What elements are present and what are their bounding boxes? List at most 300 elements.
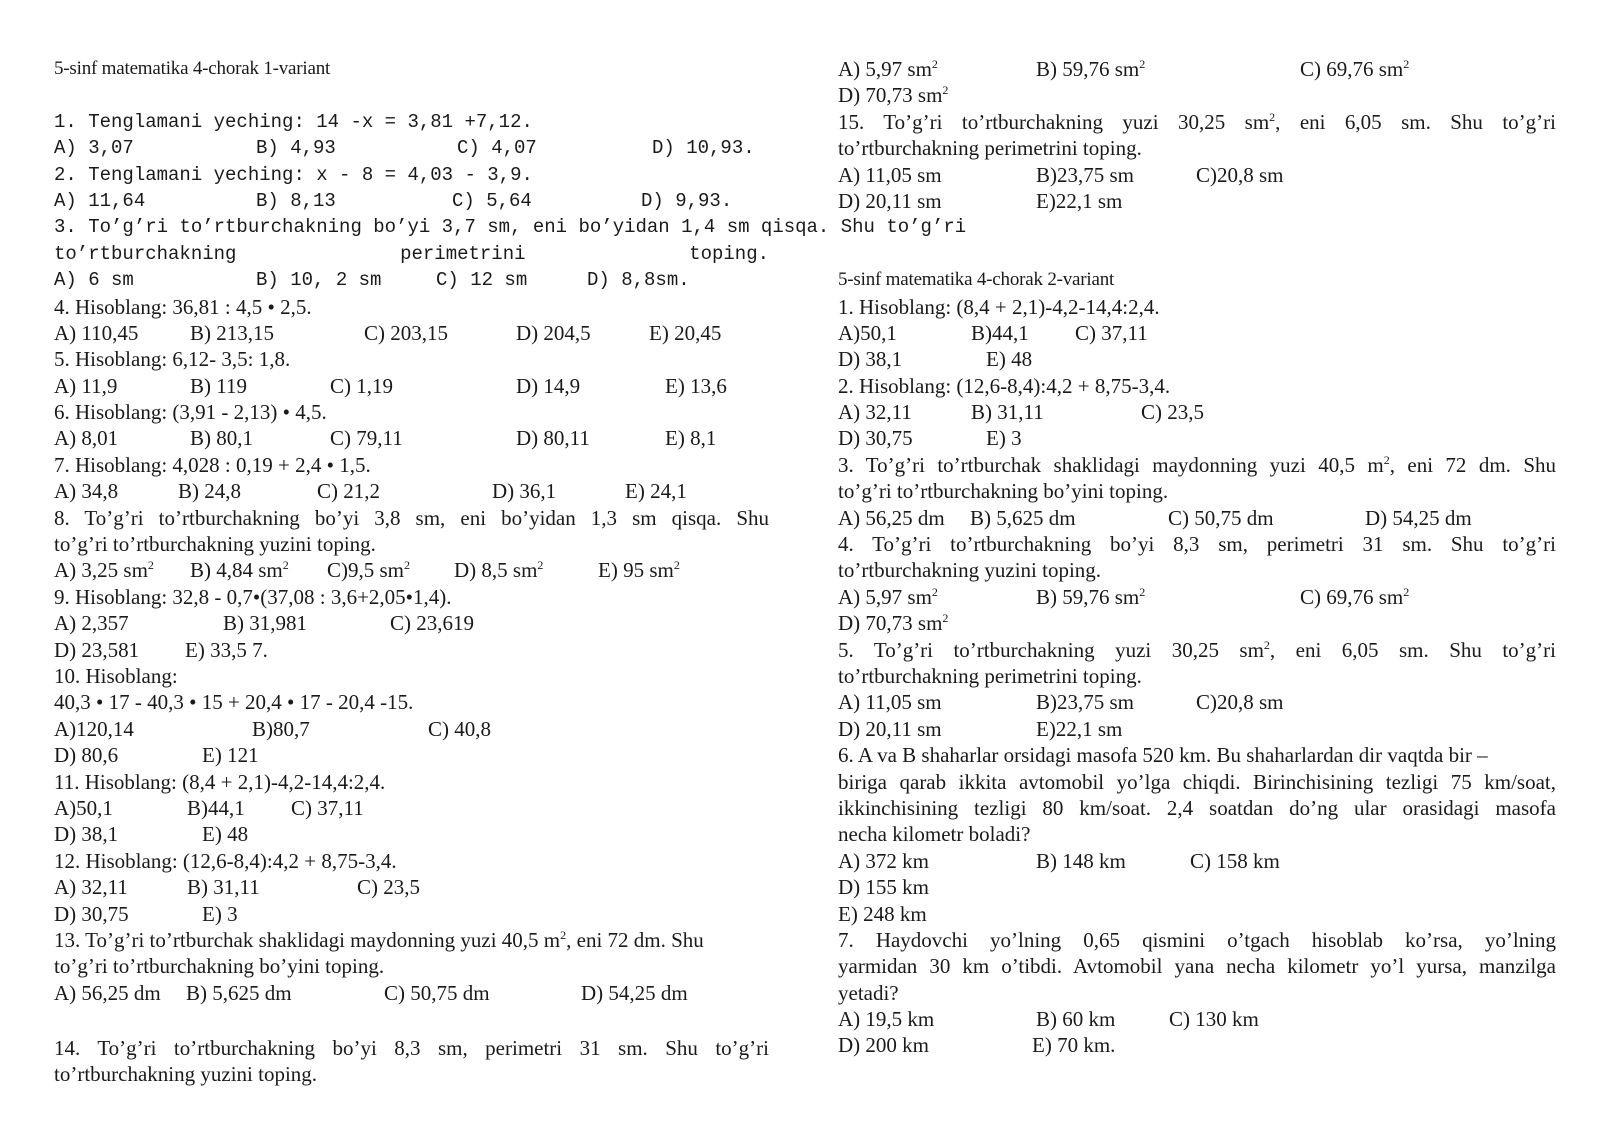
answer-option <box>202 821 248 847</box>
answer-option <box>838 901 927 927</box>
answer-option <box>330 425 403 451</box>
answer-option-label: B) 59,76 sm <box>1036 584 1140 609</box>
answer-option <box>971 399 1044 425</box>
answer-option-label: B) 80,1 <box>190 426 253 451</box>
answer-options-row <box>54 795 769 821</box>
question-text <box>838 637 1556 663</box>
answer-option-label: E) 70 km. <box>1032 1033 1116 1058</box>
answer-option <box>587 267 690 293</box>
answer-option <box>516 320 591 346</box>
answer-option-label: D) 8,8sm. <box>587 269 690 292</box>
answer-option-label: B)80,7 <box>252 716 310 741</box>
question-text: 1. Hisoblang: (8,4 + 2,1)-4,2-14,4:2,4. <box>838 294 1160 319</box>
answer-option-label: D) 80,6 <box>54 743 119 768</box>
answer-options-row <box>54 742 769 768</box>
answer-option-label: C) 69,76 sm <box>1300 57 1404 81</box>
answer-option <box>665 373 727 399</box>
question-text: 2. Tenglamani yeching: x - 8 = 4,03 - 3,9. <box>54 163 533 186</box>
answer-option <box>1196 689 1284 715</box>
answer-option-label: D) 155 km <box>838 875 929 900</box>
answer-option <box>516 425 590 451</box>
blank-line <box>54 82 769 108</box>
answer-option <box>1141 399 1204 425</box>
question-text-span: 5. To’g’ri to’rtburchakning yuzi 30,25 $sm^2$, eni 6,05 sm. Shu to’g’ri <box>838 637 1556 662</box>
answer-option-label: D) 204,5 <box>516 320 591 345</box>
superscript: 2 <box>537 558 544 573</box>
answer-option-label: A)50,1 <box>54 795 113 820</box>
answer-option <box>54 373 117 399</box>
answer-option-label: D) 23,581 <box>54 637 140 662</box>
answer-option-label: D) 8,5 sm <box>454 558 538 583</box>
answer-option-label: E)22,1 sm <box>1036 188 1123 213</box>
answer-option-label: C) 23,5 <box>357 875 420 900</box>
question-text: 10. Hisoblang: <box>54 663 178 688</box>
answer-options-row <box>54 610 769 636</box>
answer-option <box>598 557 680 583</box>
answer-option <box>665 425 716 451</box>
answer-option <box>971 320 1029 346</box>
answer-option <box>1169 1006 1259 1032</box>
answer-option-label: C)9,5 sm <box>327 558 405 583</box>
answer-option-label: D) 36,1 <box>492 479 557 504</box>
answer-option-label: C)20,8 sm <box>1196 690 1284 715</box>
answer-option <box>838 320 897 346</box>
answer-option <box>202 901 238 927</box>
answer-option-label: B) 4,84 sm <box>190 558 283 583</box>
answer-option-label: C) 50,75 dm <box>384 980 490 1005</box>
question-text: 9. Hisoblang: 32,8 - 0,7•(37,08 : 3,6+2,05•1,4). <box>54 584 452 609</box>
answer-option <box>330 373 393 399</box>
answer-option <box>436 267 527 293</box>
answer-option <box>1075 320 1148 346</box>
answer-option-label: B) 4,93 <box>256 137 336 160</box>
answer-option <box>516 373 580 399</box>
answer-option-label: A) 19,5 km <box>838 1007 935 1032</box>
superscript: 2 <box>1403 584 1410 599</box>
question-text: 5. Hisoblang: 6,12- 3,5: 1,8. <box>54 347 291 372</box>
answer-options-row <box>838 56 1556 82</box>
answer-option-label: C) 203,15 <box>364 320 448 345</box>
answer-option-label: D) 80,11 <box>516 426 590 451</box>
answer-option-label: B) 31,981 <box>223 611 307 636</box>
answer-option-label: B) 213,15 <box>190 320 274 345</box>
question-text: to’g’ri to’rtburchakning yuzini toping. <box>54 532 376 557</box>
answer-option <box>838 399 912 425</box>
answer-option <box>1196 162 1284 188</box>
answer-option <box>291 795 364 821</box>
question-text: 7. Haydovchi yo’lning 0,65 qismini o’tgach hisoblab ko’rsa, yo’lning <box>838 927 1556 952</box>
answer-option-label: B) 31,11 <box>187 875 260 900</box>
answer-option <box>190 425 253 451</box>
answer-option-label: C) 69,76 sm <box>1300 584 1404 609</box>
question-text: 4. To’g’ri to’rtburchakning bo’yi 8,3 sm, perimetri 31 sm. Shu to’g’ri <box>838 532 1556 557</box>
answer-options-row <box>838 848 1556 874</box>
answer-options-row <box>54 425 769 451</box>
answer-option <box>838 1006 934 1032</box>
answer-option-label: A) 56,25 dm <box>54 980 161 1005</box>
answer-option <box>986 346 1032 372</box>
answer-option <box>1168 505 1274 531</box>
answer-option-label: D) 200 km <box>838 1033 929 1058</box>
question-text: 40,3 • 17 - 40,3 • 15 + 20,4 • 17 - 20,4 -15. <box>54 690 414 715</box>
answer-option-label: B)23,75 sm <box>1036 690 1135 715</box>
right-column <box>838 56 1556 1059</box>
answer-option-label: D) 38,1 <box>838 347 903 372</box>
question-text: necha kilometr boladi? <box>838 822 1031 847</box>
answer-options-row <box>838 505 1556 531</box>
answer-option <box>1036 1006 1115 1032</box>
answer-option <box>1036 584 1145 610</box>
answer-option-label: A) 34,8 <box>54 479 119 504</box>
question-text <box>838 452 1556 478</box>
answer-option-label: B) 148 km <box>1036 848 1126 873</box>
answer-option-label: B) 60 km <box>1036 1007 1116 1032</box>
answer-options-row <box>54 478 769 504</box>
answer-option <box>454 557 543 583</box>
question-text: to’g’ri to’rtburchakning bo’yini toping. <box>54 954 385 979</box>
answer-option-label: B)23,75 sm <box>1036 162 1135 187</box>
answer-option-label: A) 56,25 dm <box>838 505 945 530</box>
answer-option <box>357 874 420 900</box>
blank-line <box>54 1006 769 1035</box>
answer-options-row <box>54 716 769 742</box>
answer-option-label: D) 20,11 sm <box>838 716 942 741</box>
answer-options-row <box>838 901 1556 927</box>
answer-option <box>54 874 128 900</box>
answer-option <box>54 716 134 742</box>
answer-option-label: A) 110,45 <box>54 320 139 345</box>
answer-option <box>178 478 241 504</box>
answer-options-row <box>54 980 769 1006</box>
superscript: 2 <box>942 611 949 626</box>
answer-option <box>428 716 491 742</box>
answer-option-label: A)50,1 <box>838 320 897 345</box>
question-text <box>54 927 769 953</box>
answer-option-label: A) 372 km <box>838 848 929 873</box>
answer-option-label: A) 11,05 sm <box>838 690 942 715</box>
answer-option <box>317 478 380 504</box>
answer-option-label: A) 2,357 <box>54 611 129 636</box>
question-text: to’rtburchakning perimetrini toping. <box>54 242 769 265</box>
answer-option <box>970 505 1076 531</box>
answer-option-label: A) 8,01 <box>54 426 119 451</box>
answer-option <box>652 135 755 161</box>
answer-option-label: D) 14,9 <box>516 373 581 398</box>
question-text: 4. Hisoblang: 36,81 : 4,5 • 2,5. <box>54 294 312 319</box>
answer-option-label: A) 3,25 sm <box>54 558 148 583</box>
answer-option-label: D) 9,93. <box>641 189 733 212</box>
superscript: 2 <box>1139 57 1146 71</box>
answer-options-row <box>838 82 1556 108</box>
answer-option <box>457 135 537 161</box>
question-text-span: 15. To’g’ri to’rtburchakning yuzi 30,25 $sm^2$, eni 6,05 sm. Shu to’g’ri <box>838 109 1556 134</box>
answer-option <box>641 188 732 214</box>
answer-option-label: C) 4,07 <box>457 137 537 160</box>
answer-options-row <box>838 610 1556 636</box>
superscript: 2 <box>1403 57 1410 71</box>
answer-option <box>327 557 410 583</box>
answer-option <box>54 557 154 583</box>
question-text: 8. To’g’ri to’rtburchakning bo’yi 3,8 sm, eni bo’yidan 1,3 sm qisqa. Shu <box>54 505 769 530</box>
answer-option-label: C) 50,75 dm <box>1168 505 1274 530</box>
answer-options-row <box>838 1006 1556 1032</box>
answer-options-row <box>838 346 1556 372</box>
answer-option <box>452 188 532 214</box>
answer-option <box>54 637 139 663</box>
answer-option-label: B) 5,625 dm <box>186 980 292 1005</box>
question-text-span: 3. To’g’ri to’rtburchak shaklidagi maydonning yuzi 40,5 $m^2$, eni 72 dm. Shu <box>838 452 1557 477</box>
superscript: 2 <box>282 558 289 573</box>
answer-option <box>54 188 145 214</box>
superscript: 2 <box>404 558 411 573</box>
question-text: 6. A va B shaharlar orsidagi masofa 520 km. Bu shaharlardan dir vaqtda bir – <box>838 743 1488 768</box>
answer-option-label: C) 130 km <box>1169 1007 1259 1032</box>
answer-option <box>1036 162 1134 188</box>
answer-option-label: E) 13,6 <box>665 373 727 398</box>
answer-option-label: E) 95 sm <box>598 558 674 583</box>
answer-option <box>581 980 688 1006</box>
answer-option <box>1300 584 1409 610</box>
answer-option <box>223 610 307 636</box>
answer-option <box>838 610 948 636</box>
answer-options-row <box>838 188 1556 214</box>
answer-options-row <box>54 821 769 847</box>
answer-option <box>54 267 134 293</box>
answer-option-label: E) 3 <box>986 426 1022 451</box>
answer-option <box>187 874 260 900</box>
blank-line <box>838 241 1556 267</box>
answer-option-label: C) 79,11 <box>330 426 403 451</box>
answer-option-label: B) 10, 2 sm <box>256 269 382 292</box>
answer-option-label: A) 3,07 <box>54 137 134 160</box>
answer-option-label: E) 121 <box>202 743 259 768</box>
answer-option <box>190 373 247 399</box>
question-text: 1. Tenglamani yeching: 14 -x = 3,81 +7,12. <box>54 110 533 133</box>
answer-options-row <box>54 557 769 583</box>
question-text: to’rtburchakning yuzini toping. <box>54 1062 318 1087</box>
answer-option-label: C) 23,5 <box>1141 400 1204 425</box>
superscript: 2 <box>1139 584 1146 599</box>
answer-option-label: B)44,1 <box>187 795 245 820</box>
answer-option-label: E) 33,5 7. <box>185 637 268 662</box>
answer-options-row <box>838 874 1556 900</box>
answer-option-label: D) 54,25 dm <box>581 980 688 1005</box>
answer-option <box>54 980 161 1006</box>
question-text: yetadi? <box>838 980 899 1005</box>
answer-options-row <box>838 162 1556 188</box>
question-text: to’rtburchakning perimetrini toping. <box>838 136 1142 161</box>
answer-option-label: B) 8,13 <box>256 189 336 212</box>
answer-option-label: B)44,1 <box>971 320 1029 345</box>
answer-options-row <box>54 874 769 900</box>
answer-option-label: E) 20,45 <box>649 320 722 345</box>
answer-option <box>1032 1032 1115 1058</box>
answer-option <box>1036 56 1145 82</box>
answer-option-label: D) 54,25 dm <box>1365 505 1472 530</box>
answer-options-row <box>838 1032 1556 1058</box>
answer-option-label: A) 32,11 <box>54 875 128 900</box>
answer-option <box>986 425 1022 451</box>
answer-option-label: E) 248 km <box>838 901 927 926</box>
answer-option <box>1036 188 1122 214</box>
answer-option-label: D) 30,75 <box>838 426 913 451</box>
answer-option <box>54 742 118 768</box>
answer-option-label: B) 24,8 <box>178 479 241 504</box>
answer-option <box>186 980 292 1006</box>
answer-option <box>1300 56 1409 82</box>
answer-option <box>54 795 113 821</box>
answer-options-row <box>54 320 769 346</box>
answer-option-label: E) 24,1 <box>625 479 687 504</box>
answer-option <box>838 425 913 451</box>
answer-option <box>384 980 490 1006</box>
answer-option-label: C) 40,8 <box>428 716 491 741</box>
answer-option-label: C)20,8 sm <box>1196 162 1284 187</box>
answer-option-label: B) 5,625 dm <box>970 505 1076 530</box>
question-text: 14. To’g’ri to’rtburchakning bo’yi 8,3 sm, perimetri 31 sm. Shu to’g’ri <box>54 1036 769 1061</box>
answer-option <box>492 478 556 504</box>
variant-heading: 5-sinf matematika 4-chorak 1-variant <box>54 58 331 79</box>
answer-option-label: A) 5,97 sm <box>838 584 932 609</box>
answer-option <box>256 267 381 293</box>
question-text: to’rtburchakning perimetrini toping. <box>838 663 1142 688</box>
answer-option <box>54 320 138 346</box>
superscript: 2 <box>931 57 938 71</box>
answer-option <box>364 320 448 346</box>
superscript: 2 <box>931 584 938 599</box>
answer-option-label: A) 11,9 <box>54 373 118 398</box>
answer-options-row <box>838 716 1556 742</box>
superscript: 2 <box>673 558 680 573</box>
question-text: 3. To’g’ri to’rtburchakning bo’yi 3,7 sm, eni bo’yidan 1,4 sm qisqa. Shu to’g’ri <box>54 216 967 239</box>
question-text <box>838 109 1556 135</box>
answer-option <box>649 320 721 346</box>
answer-options-row <box>838 689 1556 715</box>
answer-options-row <box>838 584 1556 610</box>
answer-option <box>256 135 336 161</box>
answer-option-label: A) 11,64 <box>54 189 146 212</box>
variant-heading: 5-sinf matematika 4-chorak 2-variant <box>838 269 1115 291</box>
superscript: 2 <box>147 558 154 573</box>
answer-option <box>838 346 902 372</box>
answer-option-label: D) 70,73 sm <box>838 83 943 108</box>
answer-option-label: C) 21,2 <box>317 479 380 504</box>
answer-option <box>185 637 268 663</box>
answer-option-label: B) 119 <box>190 373 247 398</box>
answer-option-label: C) 37,11 <box>291 795 364 820</box>
answer-option <box>625 478 687 504</box>
blank-line <box>838 214 1556 240</box>
answer-option-label: C) 1,19 <box>330 373 393 398</box>
answer-option-label: E) 3 <box>202 901 238 926</box>
answer-option <box>54 821 118 847</box>
answer-option-label: E) 48 <box>202 822 249 847</box>
answer-option <box>54 425 118 451</box>
answer-option <box>187 795 245 821</box>
answer-option-label: D) 10,93. <box>652 137 755 160</box>
answer-option <box>838 874 929 900</box>
question-text: 6. Hisoblang: (3,91 - 2,13) • 4,5. <box>54 400 327 425</box>
answer-option <box>838 162 942 188</box>
answer-option <box>838 716 942 742</box>
answer-option <box>54 135 134 161</box>
answer-options-row <box>54 188 769 214</box>
answer-options-row <box>54 135 769 161</box>
answer-options-row <box>838 399 1556 425</box>
question-text: to’rtburchakning yuzini toping. <box>838 558 1102 583</box>
answer-option <box>1036 716 1122 742</box>
answer-option-label: A) 5,97 sm <box>838 57 932 81</box>
question-text: 12. Hisoblang: (12,6-8,4):4,2 + 8,75-3,4. <box>54 848 397 873</box>
superscript: 2 <box>942 83 949 98</box>
answer-option <box>1036 848 1126 874</box>
answer-option <box>54 478 118 504</box>
answer-options-row <box>54 373 769 399</box>
question-text-span: 13. To’g’ri to’rtburchak shaklidagi maydonning yuzi 40,5 $m^2$, eni 72 dm. Shu <box>54 927 704 952</box>
answer-option-label: C) 12 sm <box>436 269 528 292</box>
answer-options-row <box>54 901 769 927</box>
answer-option <box>838 848 929 874</box>
answer-options-row <box>54 637 769 663</box>
answer-option-label: A) 6 sm <box>54 269 134 292</box>
question-text: 11. Hisoblang: (8,4 + 2,1)-4,2-14,4:2,4. <box>54 769 386 794</box>
answer-option <box>256 188 336 214</box>
answer-option <box>838 1032 929 1058</box>
answer-option-label: C) 37,11 <box>1075 320 1148 345</box>
answer-option <box>1365 505 1472 531</box>
answer-option <box>838 188 942 214</box>
answer-option-label: B) 59,76 sm <box>1036 57 1140 81</box>
answer-option-label: E) 8,1 <box>665 426 717 451</box>
answer-option-label: B) 31,11 <box>971 400 1044 425</box>
question-text: yarmidan 30 km o’tibdi. Avtomobil yana necha kilometr yo’l yursa, manzilga <box>838 954 1556 979</box>
answer-option <box>1190 848 1280 874</box>
question-text: to’g’ri to’rtburchakning bo’yini toping. <box>838 479 1169 504</box>
answer-option-label: E)22,1 sm <box>1036 716 1123 741</box>
answer-option <box>390 610 474 636</box>
answer-options-row <box>838 320 1556 346</box>
answer-option-label: E) 48 <box>986 347 1033 372</box>
answer-option-label: A) 11,05 sm <box>838 162 942 187</box>
answer-option <box>252 716 310 742</box>
answer-option <box>190 320 274 346</box>
question-text: 7. Hisoblang: 4,028 : 0,19 + 2,4 • 1,5. <box>54 452 371 477</box>
answer-option-label: C) 23,619 <box>390 611 474 636</box>
question-text: 2. Hisoblang: (12,6-8,4):4,2 + 8,75-3,4. <box>838 373 1171 398</box>
answer-option-label: C) 158 km <box>1190 848 1280 873</box>
answer-options-row <box>54 267 769 293</box>
answer-option-label: D) 20,11 sm <box>838 188 942 213</box>
answer-option-label: A) 32,11 <box>838 400 912 425</box>
question-text: biriga qarab ikkita avtomobil yo’lga chiqdi. Birinchisining tezligi 75 km/soat, <box>838 769 1556 794</box>
answer-option <box>838 689 942 715</box>
answer-option-label: A)120,14 <box>54 716 134 741</box>
answer-option <box>1036 689 1134 715</box>
answer-option-label: D) 30,75 <box>54 901 129 926</box>
answer-option <box>202 742 259 768</box>
answer-option <box>838 584 938 610</box>
answer-option-label: D) 70,73 sm <box>838 611 943 636</box>
answer-option-label: D) 38,1 <box>54 822 119 847</box>
answer-option <box>190 557 289 583</box>
answer-options-row <box>838 425 1556 451</box>
answer-option <box>838 82 948 108</box>
answer-option <box>54 901 129 927</box>
answer-option <box>838 505 945 531</box>
answer-option-label: C) 5,64 <box>452 189 532 212</box>
answer-option <box>838 56 938 82</box>
answer-option <box>54 610 129 636</box>
